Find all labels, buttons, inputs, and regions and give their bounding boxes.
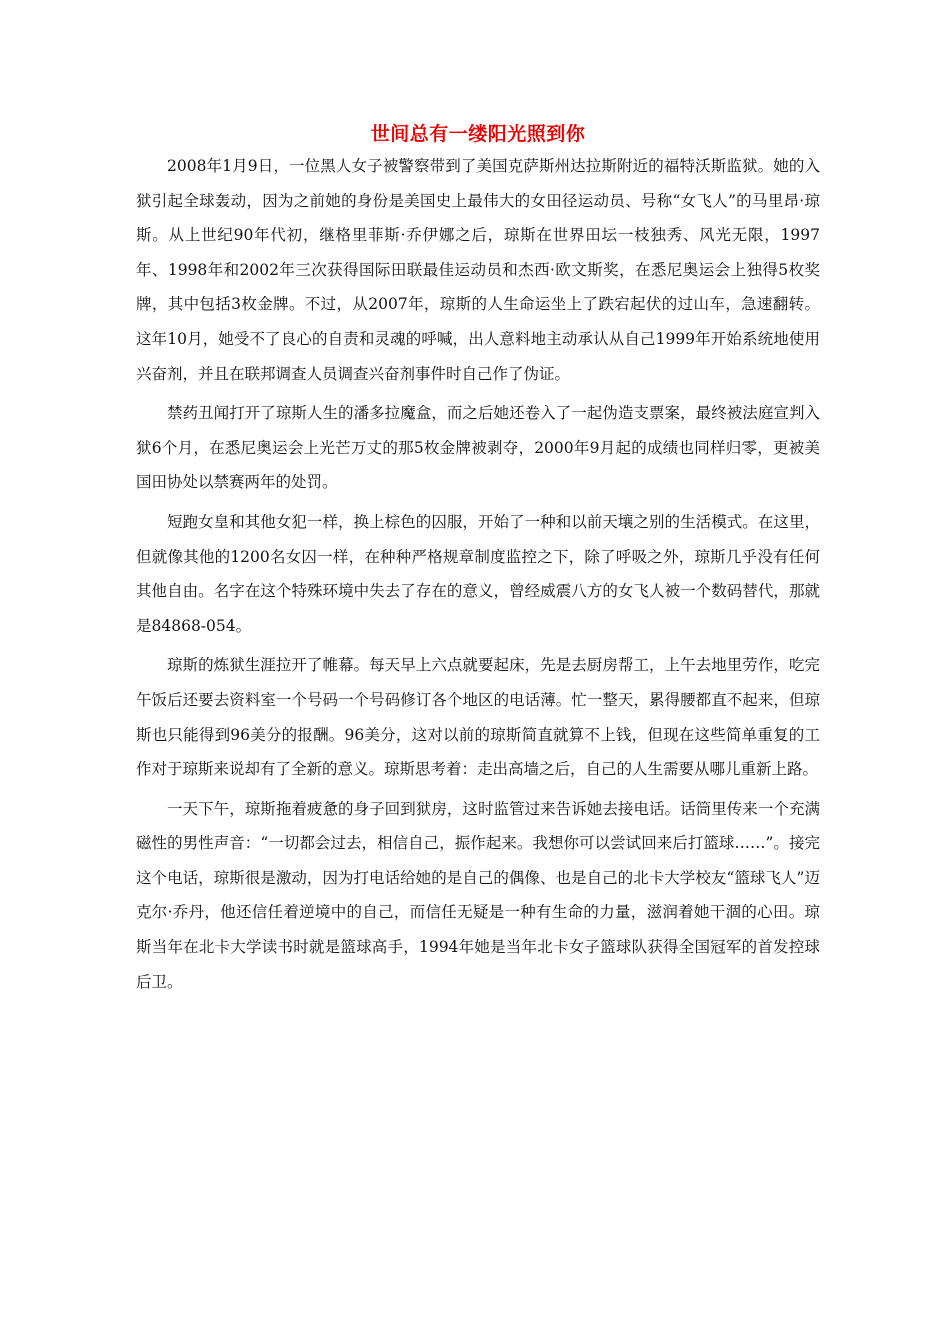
paragraph-1: 2008年1月9日，一位黑人女子被警察带到了美国克萨斯州达拉斯附近的福特沃斯监狱。她的入狱引起全球轰动，因为之前她的身份是美国史上最伟大的女田径运动员、号称“女飞人”的马里昂·琼斯。从上世纪90年代初，继格里菲斯·乔伊娜之后，琼斯在世界田坛一枝独秀、风光无限，1997年、1998年和2002年三次获得国际田联最佳运动员和杰西·欧文斯奖，在悉尼奥运会上独得5枚奖牌，其中包括3枚金牌。不过，从2007年，琼斯的人生命运坐上了跌宕起伏的过山车，急速翻转。这年10月，她受不了良心的自责和灵魂的呼喊，出人意料地主动承认从自己1999年开始系统地使用兴奋剂，并且在联邦调查人员调查兴奋剂事件时自己作了伪证。 [136, 157, 820, 383]
article [136, 121, 820, 1004]
article-title: 世间总有一缕阳光照到你 [370, 123, 586, 145]
paragraph-5: 一天下午，琼斯拖着疲惫的身子回到狱房，这时监管过来告诉她去接电话。话筒里传来一个充满磁性的男性声音：“一切都会过去，相信自己，振作起来。我想你可以尝试回来后打篮球……”。接完这个电话，琼斯很是激动，因为打电话给她的是自己的偶像、也是自己的北卡大学校友“篮球飞人”迈克尔·乔丹，他还信任着逆境中的自己，而信任无疑是一种有生命的力量，滋润着她干涸的心田。琼斯当年在北卡大学读书时就是篮球高手，1994年她是当年北卡女子篮球队获得全国冠军的首发控球后卫。 [136, 799, 820, 991]
paragraph-4: 琼斯的炼狱生涯拉开了帷幕。每天早上六点就要起床，先是去厨房帮工，上午去地里劳作，吃完午饭后还要去资料室一个号码一个号码修订各个地区的电话薄。忙一整天，累得腰都直不起来，但琼斯也只能得到96美分的报酬。96美分，这对以前的琼斯简直就算不上钱，但现在这些简单重复的工作对于琼斯来说却有了全新的意义。琼斯思考着：走出高墙之后，自己的人生需要从哪儿重新上路。 [136, 656, 820, 779]
paragraph-2: 禁药丑闻打开了琼斯人生的潘多拉魔盒，而之后她还卷入了一起伪造支票案，最终被法庭宣判入狱6个月，在悉尼奥运会上光芒万丈的那5枚金牌被剥夺，2000年9月起的成绩也同样归零，更被美国田协处以禁赛两年的处罚。 [136, 404, 820, 492]
paragraph-3: 短跑女皇和其他女犯一样，换上棕色的囚服，开始了一种和以前天壤之别的生活模式。在这里，但就像其他的1200名女囚一样，在种种严格规章制度监控之下，除了呼吸之外，琼斯几乎没有任何其他自由。名字在这个特殊环境中失去了存在的意义，曾经威震八方的女飞人被一个数码替代，那就是84868-054。 [136, 512, 820, 635]
